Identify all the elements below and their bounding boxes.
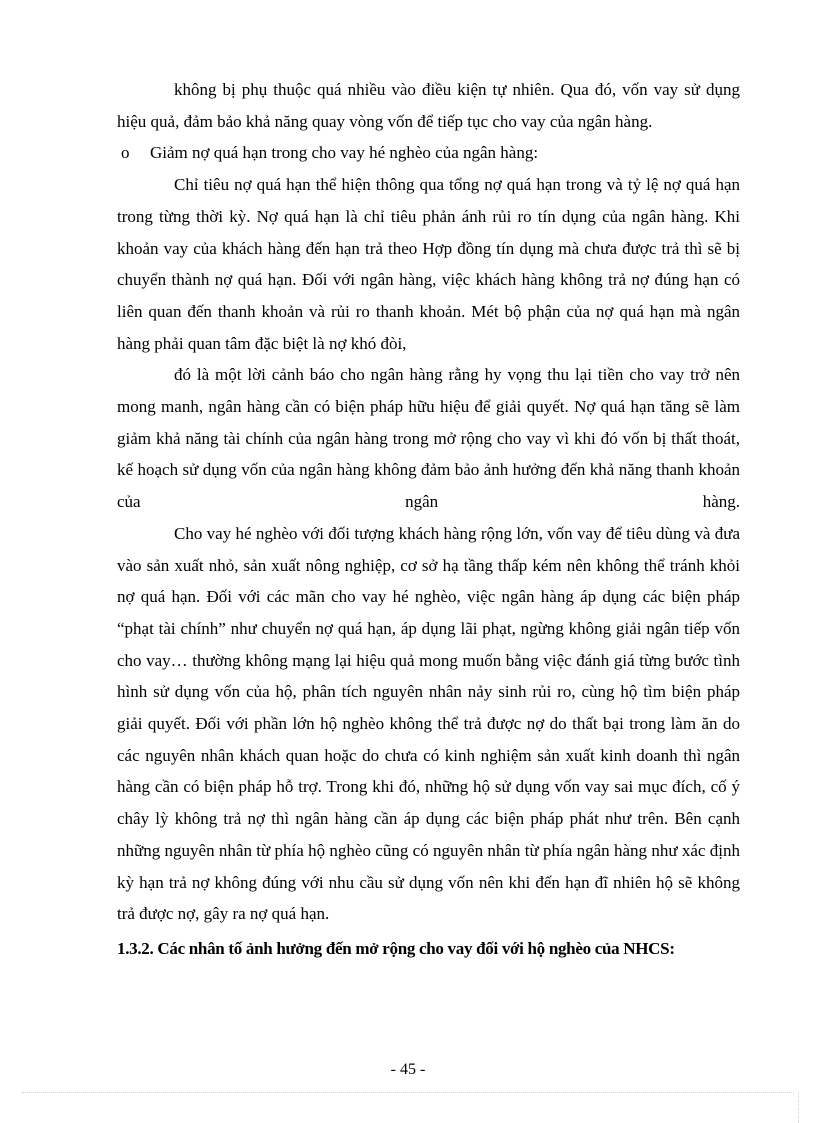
section-heading: 1.3.2. Các nhân tố ảnh hưởng đến mở rộng cho vay đối với hộ nghèo của NHCS: — [117, 938, 675, 958]
paragraph-continuation: không bị phụ thuộc quá nhiều vào điều kiện tự nhiên. Qua đó, vốn vay sử dụng hiệu quả, đảm bảo khả năng quay vòng vốn để tiếp tục cho vay của ngân hàng. — [117, 80, 740, 131]
paragraph-warning: đó là một lời cảnh báo cho ngân hàng rằng hy vọng thu lại tiền cho vay trở nên mong manh, ngân hàng cần có biện pháp hữu hiệu để giải quyết. Nợ quá hạn tăng sẽ làm giảm khả năng tài chính của ngân hàng trong mở rộng cho vay vì khi đó vốn bị thất thoát, kế hoạch sử dụng vốn của ngân hàng không đảm bảo ảnh hưởng đến khả năng thanh khoản của ngân hàng. — [117, 365, 740, 512]
bullet-item — [117, 137, 740, 169]
bullet-circle-icon: o — [121, 143, 130, 163]
page-corner-divider — [798, 1092, 816, 1123]
bullet-text: Giảm nợ quá hạn trong cho vay hé nghèo của ngân hàng: — [150, 143, 539, 163]
paragraph-overdue-debt: Chỉ tiêu nợ quá hạn thể hiện thông qua tổng nợ quá hạn trong và tỷ lệ nợ quá hạn trong từng thời kỳ. Nợ quá hạn là chỉ tiêu phản ánh rủi ro tín dụng của ngân hàng. Khi khoản vay của khách hàng đến hạn trả theo Hợp đồng tín dụng mà chưa được trả thì sẽ bị chuyển thành nợ quá hạn. Đối với ngân hàng, việc khách hàng không trả nợ đúng hạn có liên quan đến thanh khoản và rủi ro thanh khoản. Mét bộ phận của nợ quá hạn mà ngân hàng phải quan tâm đặc biệt là nợ khó đòi, — [117, 175, 740, 353]
page-number: - 45 - — [390, 1061, 426, 1078]
page-bottom-divider — [22, 1092, 794, 1093]
paragraph-poor-household-loans: Cho vay hé nghèo với đối tượng khách hàng rộng lớn, vốn vay để tiêu dùng và đưa vào sản xuất nhỏ, sản xuất nông nghiệp, cơ sở hạ tầng thấp kém nên không thể tránh khỏi nợ quá hạn. Đối với các mãn cho vay hé nghèo, việc ngân hàng áp dụng các biện pháp “phạt tài chính” như chuyển nợ quá hạn, áp dụng lãi phạt, ngừng không giải ngân tiếp vốn cho vay… thường không mạng lại hiệu quả mong muốn bằng việc đánh giá từng bước tình hình sử dụng vốn của hộ, phân tích nguyên nhân nảy sinh rủi ro, cùng hộ tìm biện pháp giải quyết. Đối với phần lớn hộ nghèo không thể trả được nợ do thất bại trong làm ăn do các nguyên nhân khách quan hoặc do chưa có kinh nghiệm sản xuất kinh doanh thì ngân hàng cần có biện pháp hỗ trợ. Trong khi đó, những hộ sử dụng vốn vay sai mục đích, cố ý chây lỳ không trả nợ thì ngân hàng cần áp dụng các biện pháp phát như trên. Bên cạnh những nguyên nhân từ phía hộ nghèo cũng có nguyên nhân từ phía ngân hàng như xác định kỳ hạn trả nợ không đúng với nhu cầu sử dụng vốn nên khi đến hạn đĩ nhiên hộ sẽ không trả được nợ, gây ra nợ quá hạn. — [117, 523, 740, 924]
document-body — [117, 74, 740, 964]
